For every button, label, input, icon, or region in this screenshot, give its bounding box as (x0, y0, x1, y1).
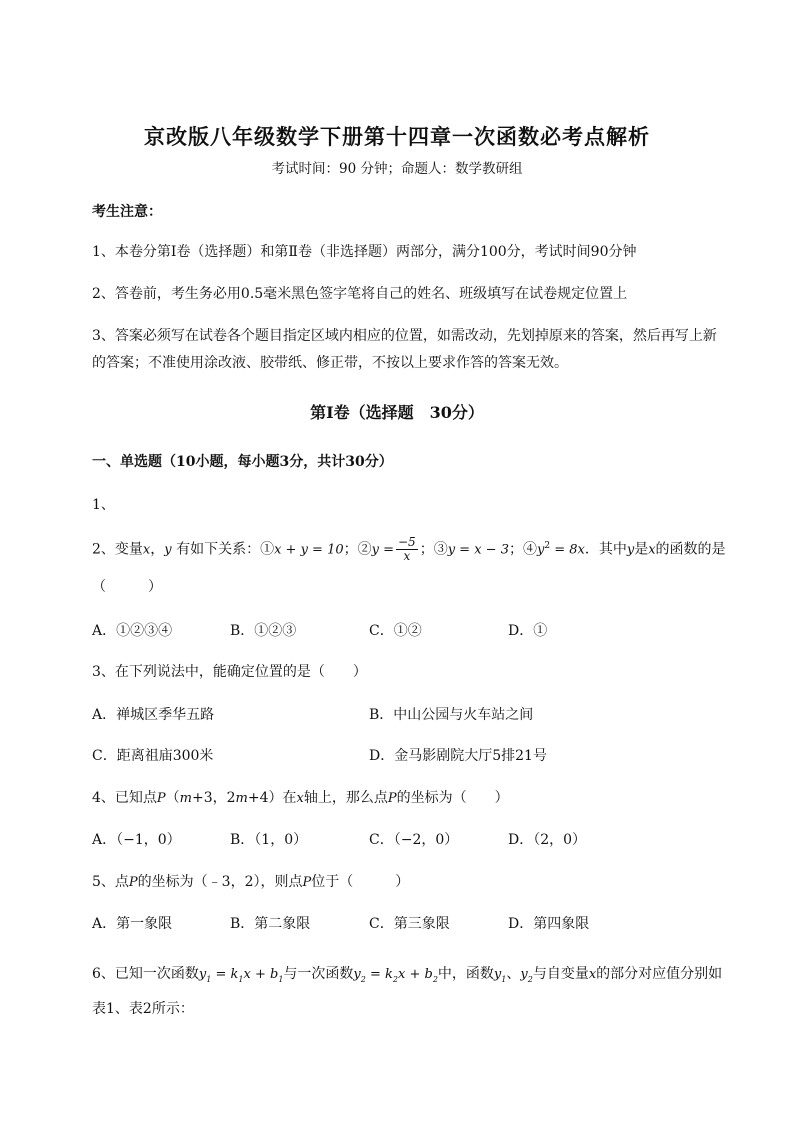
q6-line-2: 表1、表2所示： (92, 1001, 194, 1017)
q4-option-a: A．（−1，0） (92, 832, 181, 848)
q6-f1-ksub: 1 (238, 974, 244, 984)
q2-relation-4-base: y (536, 542, 545, 558)
question-2 (92, 536, 726, 563)
q6-y2: y (520, 967, 528, 982)
q2-sep2: ；② (343, 541, 372, 558)
q2-mid: 有如下关系：① (171, 541, 275, 558)
q5-point-2: P (302, 875, 312, 890)
question-6 (92, 963, 722, 984)
q2-sep4: ；④ (508, 541, 537, 558)
notice-item-3: 3、答案必须写在试卷各个题目指定区域内相应的位置，如需改动，先划掉原来的答案，然后再写上新 (92, 328, 717, 344)
q6-text-a: 6、已知一次函数 (92, 966, 199, 982)
q2-tail-y: y (626, 542, 635, 558)
q4-axis: x (296, 791, 304, 806)
q2-fraction-numerator: −5 (398, 535, 416, 549)
question-5 (92, 871, 409, 891)
q5-option-a: A．第一象限 (92, 916, 173, 932)
q4-text-c: 的坐标为（ ） (396, 790, 509, 806)
q4-text-b: 轴上，那么点 (303, 790, 388, 806)
q5-option-c: C．第三象限 (369, 916, 450, 932)
q6-f2-lhs: y (353, 967, 361, 982)
q5-option-b: B．第二象限 (230, 916, 311, 932)
q2-var-x: x (142, 542, 151, 558)
part-heading: 一、单选题（10小题，每小题3分，共计30分） (92, 454, 393, 470)
notice-item-3-cont: 的答案；不准使用涂改液、胶带纸、修正带，不按以上要求作答的答案无效。 (92, 355, 568, 371)
q3-option-a: A．禅城区季华五路 (92, 707, 215, 723)
q4-m2: m (235, 791, 248, 806)
question-1: 1、 (92, 497, 115, 513)
q4-point-2: P (387, 791, 397, 806)
q6-text-c: 中，函数 (437, 966, 494, 982)
q5-point: P (128, 875, 138, 890)
q4-m1: m (179, 791, 192, 806)
q6-f2-mid: x + b (398, 967, 433, 982)
q2-tail: ．其中 (584, 541, 627, 558)
q5-option-d: D．第四象限 (508, 916, 590, 932)
q4-text-a: 4、已知点 (92, 790, 157, 806)
q6-f1-lhs: y (198, 967, 207, 982)
q2-option-b: B．①②③ (230, 623, 297, 639)
q6-f2-eq: = k (365, 967, 393, 982)
q2-relation-2-lhs: y = (371, 542, 394, 558)
q4-coords-c: +4）在 (247, 790, 297, 806)
q4-option-c: C．（−2，0） (369, 832, 459, 848)
q6-f2-lsub: 2 (360, 974, 366, 984)
notice-heading: 考生注意： (92, 204, 162, 220)
q6-text-d: 、 (506, 966, 521, 982)
q2-sep3: ；③ (419, 541, 448, 558)
q2-lead: 2、变量 (92, 541, 143, 558)
q3-option-b: B．中山公园与火车站之间 (369, 707, 534, 723)
question-4 (92, 787, 509, 807)
q2-fraction (396, 536, 418, 563)
q6-f1-bsub: 1 (278, 974, 284, 984)
q5-text-a: 5、点 (92, 874, 129, 890)
q2-option-c: C．①② (369, 623, 422, 639)
q6-text-b: 与一次函数 (283, 966, 354, 982)
question-3: 3、在下列说法中，能确定位置的是（ ） (92, 664, 367, 680)
q4-coords-b: +3，2 (192, 790, 236, 806)
q4-coords-a: （ (165, 790, 180, 806)
q6-y1-sub: 1 (501, 974, 507, 984)
q6-f2-ksub: 2 (392, 974, 399, 984)
q6-text-e: 与自变量 (532, 966, 589, 982)
q2-tail-3: 的函数的是 (655, 541, 726, 558)
q2-relation-4-rhs: = 8x (550, 542, 585, 558)
notice-item-2: 2、答卷前，考生务必用0.5毫米黑色签字笔将自己的姓名、班级填写在试卷规定位置上 (92, 286, 628, 302)
q2-relation-4-exp: 2 (544, 540, 551, 551)
q2-option-d: D．① (508, 623, 548, 639)
q2-relation-3: y = x − 3 (447, 542, 509, 558)
page-title: 京改版八年级数学下册第十四章一次函数必考点解析 (144, 124, 650, 149)
notice-item-1: 1、本卷分第Ⅰ卷（选择题）和第Ⅱ卷（非选择题）两部分，满分100分，考试时间90分钟 (92, 244, 637, 260)
section-title: 第Ⅰ卷（选择题 30分） (310, 403, 484, 422)
q6-y1: y (493, 967, 502, 982)
q4-point: P (156, 791, 166, 806)
q5-text-c: 位于（ ） (311, 874, 410, 890)
q2-answer-blank: （ ） (92, 579, 162, 595)
q2-var-y: y (164, 542, 172, 558)
q5-text-b: 的坐标为（﹣3，2），则点 (137, 874, 303, 890)
q6-f1-eq: = k (211, 967, 239, 982)
q4-option-d: D．（2，0） (508, 832, 587, 848)
q2-tail-2: 是 (634, 541, 649, 558)
q3-option-c: C．距离祖庙300米 (92, 748, 214, 764)
q3-option-d: D．金马影剧院大厅5排21号 (369, 748, 547, 764)
q2-fraction-denominator: x (403, 549, 411, 563)
q6-f1-lsub: 1 (206, 974, 212, 984)
q4-option-b: B．（1，0） (230, 832, 308, 848)
exam-subtitle: 考试时间：90 分钟；命题人：数学教研组 (271, 161, 523, 177)
q6-var: x (588, 967, 597, 982)
q2-tail-x: x (648, 542, 656, 558)
q6-text-f: 的部分对应值分别如 (596, 966, 723, 982)
q2-relation-1: x + y = 10 (274, 542, 344, 558)
q2-option-a: A．①②③④ (92, 623, 173, 639)
q6-f2-bsub: 2 (432, 974, 438, 984)
q6-f1-mid: x + b (243, 967, 279, 982)
q6-y2-sub: 2 (527, 974, 533, 984)
q2-sep: ， (150, 541, 165, 558)
